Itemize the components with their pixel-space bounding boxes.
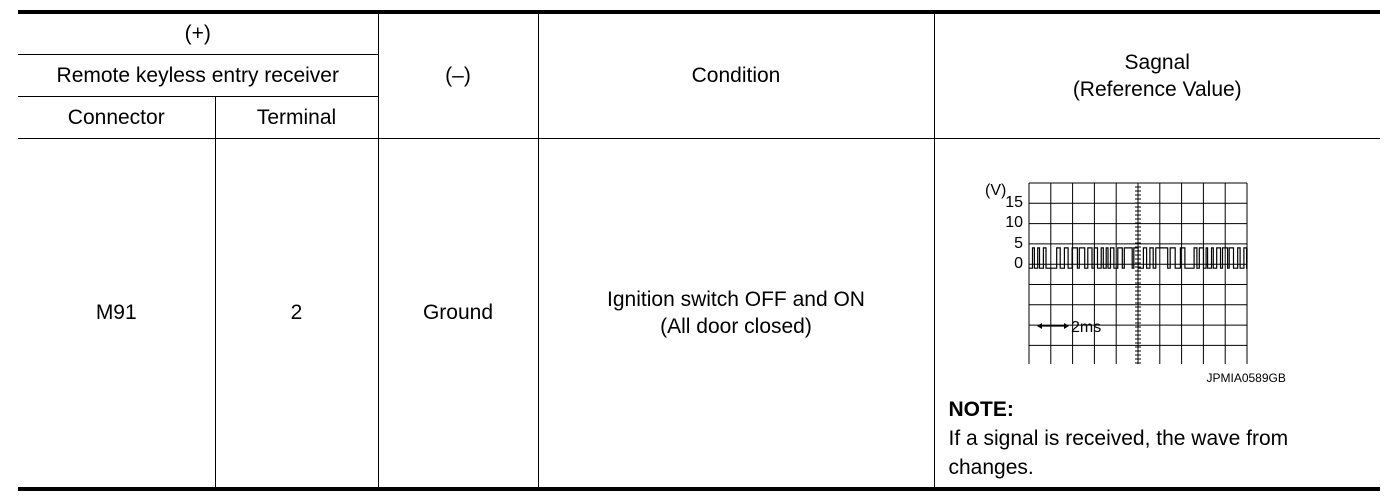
condition-line1: Ignition switch OFF and ON [607, 287, 865, 311]
signal-reference-table [18, 10, 1380, 491]
header-component: Remote keyless entry receiver [18, 55, 378, 97]
header-signal-line1: Sagnal [1124, 50, 1190, 74]
condition-line2: (All door closed) [660, 315, 812, 338]
note-title: NOTE: [948, 398, 1014, 421]
cell-connector: M91 [18, 139, 215, 490]
header-plus: (+) [18, 12, 378, 55]
scope-y-label-15: 15 [1004, 194, 1023, 211]
cell-condition [538, 139, 934, 490]
header-terminal: Terminal [215, 97, 378, 139]
signal-waveform [1029, 248, 1247, 268]
scope-y-label-0: 0 [1013, 255, 1023, 272]
scope-y-label-10: 10 [1004, 214, 1023, 231]
cell-signal [934, 139, 1380, 490]
oscilloscope-waveform [949, 179, 1279, 364]
cell-minus: Ground [378, 139, 538, 490]
header-condition: Condition [538, 12, 934, 139]
time-scale-marker [1037, 323, 1069, 329]
scope-y-label-5: 5 [1013, 235, 1023, 252]
header-minus: (–) [378, 12, 538, 139]
header-signal-line2: (Reference Value) [1072, 78, 1242, 101]
figure-id: JPMIA0589GB [1206, 371, 1286, 385]
note-text: If a signal is received, the wave from changes. [948, 427, 1289, 480]
scope-time-label: 2ms [1070, 319, 1101, 336]
header-signal [934, 12, 1380, 139]
header-connector: Connector [18, 97, 215, 139]
scope-unit-label: (V) [984, 182, 1006, 199]
cell-terminal: 2 [215, 139, 378, 490]
